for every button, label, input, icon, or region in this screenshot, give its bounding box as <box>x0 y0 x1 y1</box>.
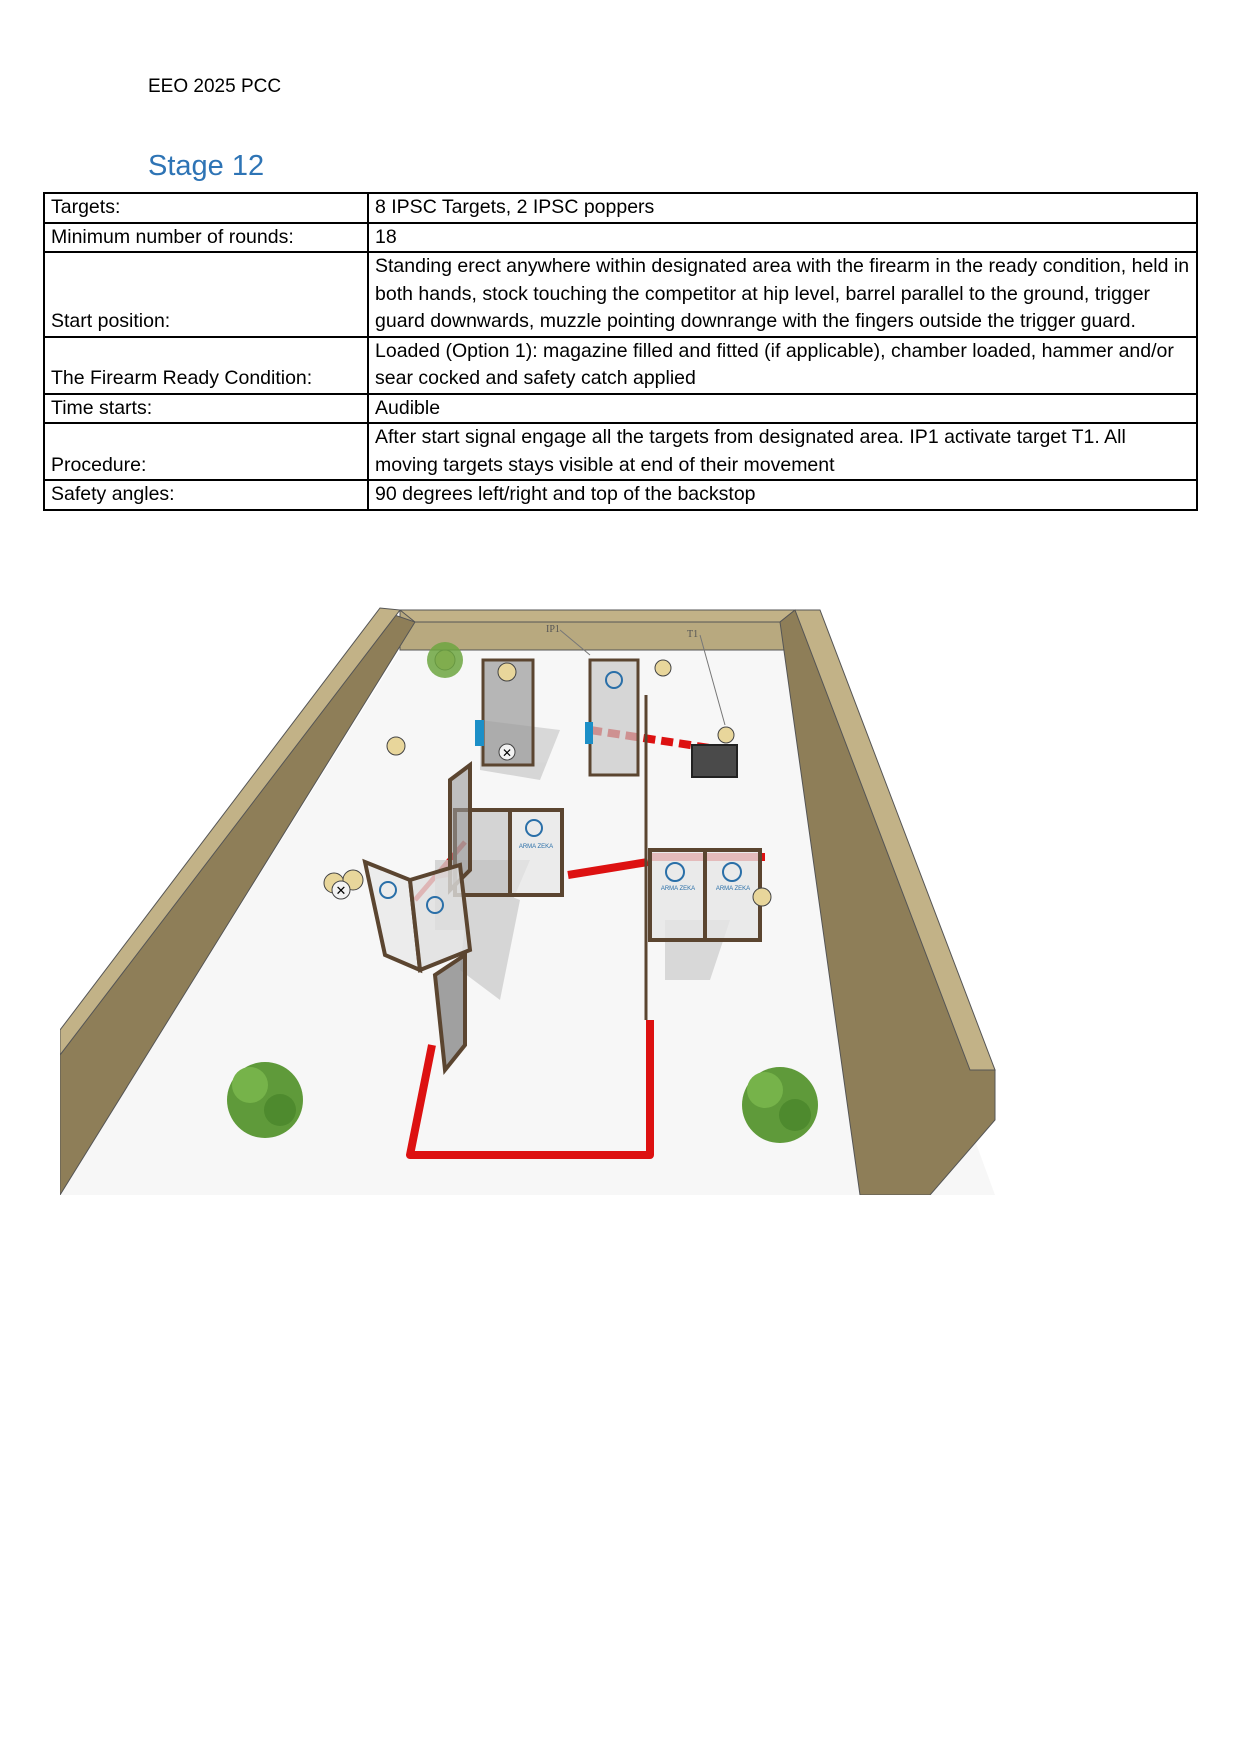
row-label: Targets: <box>44 193 368 223</box>
table-row <box>44 480 1197 510</box>
callout-t1: T1 <box>687 629 699 640</box>
wall-panel-back-center <box>590 660 638 775</box>
ipsc-target <box>753 888 771 906</box>
row-label: The Firearm Ready Condition: <box>44 337 368 394</box>
table-row <box>44 223 1197 253</box>
activator-ip1 <box>585 722 593 744</box>
table-row <box>44 337 1197 394</box>
table-row <box>44 423 1197 480</box>
row-label: Procedure: <box>44 423 368 480</box>
no-shoot-target <box>332 881 350 899</box>
table-row <box>44 394 1197 424</box>
bush-icon <box>427 642 463 678</box>
stage-title: Stage 12 <box>148 150 265 182</box>
wall-panel-right-pair <box>650 850 760 940</box>
row-value: Loaded (Option 1): magazine filled and fitted (if applicable), chamber loaded, hammer and/or sear cocked and safety catch applied <box>368 337 1197 394</box>
callout-ip1: IP1 <box>546 624 560 635</box>
row-label: Time starts: <box>44 394 368 424</box>
blue-post <box>475 720 484 746</box>
row-label: Start position: <box>44 252 368 337</box>
stage-info-table <box>43 192 1198 511</box>
row-value: 18 <box>368 223 1197 253</box>
ipsc-target <box>655 660 671 676</box>
ipsc-target <box>387 737 405 755</box>
bush-icon <box>227 1062 303 1138</box>
table-row <box>44 252 1197 337</box>
row-value: 90 degrees left/right and top of the backstop <box>368 480 1197 510</box>
ipsc-target <box>498 663 516 681</box>
row-value: Standing erect anywhere within designated area with the firearm in the ready condition, held in both hands, stock touching the competitor at hip level, barrel parallel to the ground, trigger guard downwards, muzzle pointing downrange with the fingers outside the trigger guard. <box>368 252 1197 337</box>
row-label: Safety angles: <box>44 480 368 510</box>
ipsc-target <box>718 727 734 743</box>
panel-brand-text: ARMA ZEKA <box>660 886 696 892</box>
svg-text:✕: ✕ <box>335 884 347 899</box>
row-value: 8 IPSC Targets, 2 IPSC poppers <box>368 193 1197 223</box>
stage-diagram <box>60 600 1000 1195</box>
panel-brand-text: ARMA ZEKA <box>715 886 751 892</box>
row-value: After start signal engage all the targets from designated area. IP1 activate target T1. All moving targets stays visible at end of their movement <box>368 423 1197 480</box>
row-label: Minimum number of rounds: <box>44 223 368 253</box>
row-value: Audible <box>368 394 1197 424</box>
bush-icon <box>742 1067 818 1143</box>
moving-target-t1 <box>692 745 737 777</box>
panel-brand-text: ARMA ZEKA <box>518 844 554 850</box>
table-row <box>44 193 1197 223</box>
svg-text:✕: ✕ <box>501 746 513 760</box>
no-shoot-target <box>499 744 515 760</box>
document-header: EEO 2025 PCC <box>148 76 282 97</box>
